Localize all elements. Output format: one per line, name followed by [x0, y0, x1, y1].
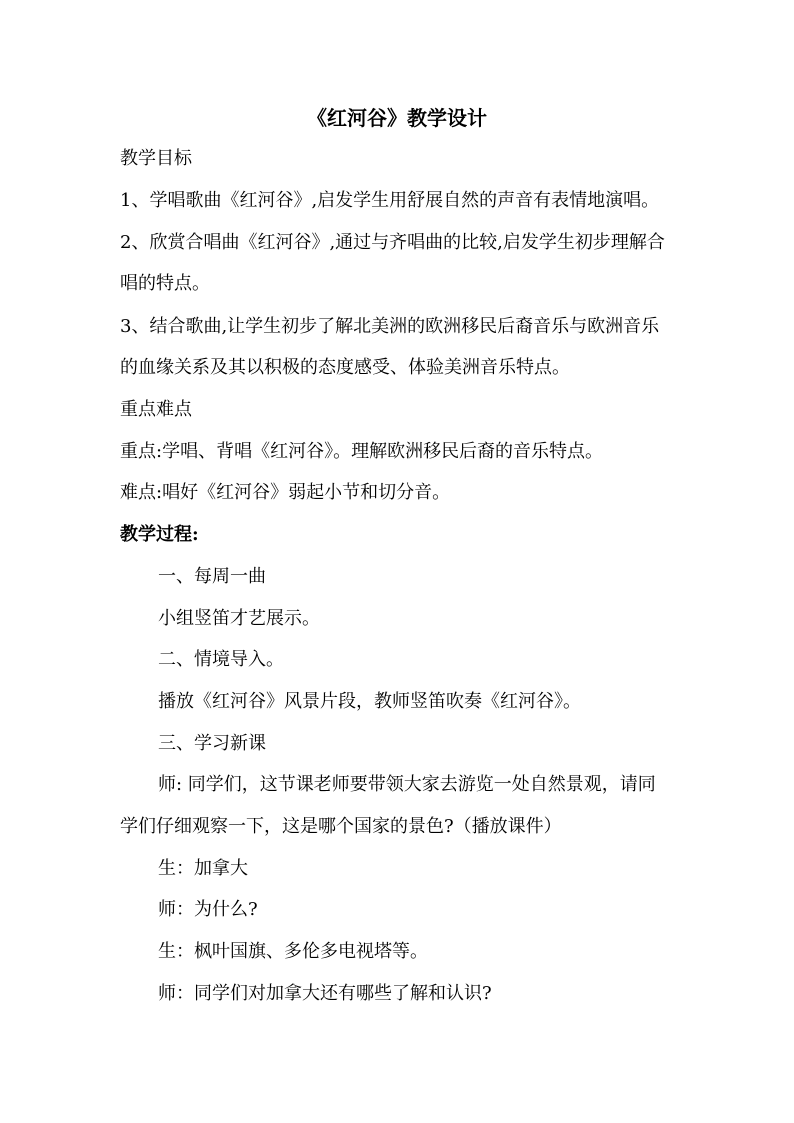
- dialogue-4: 生：枫叶国旗、多伦多电视塔等。: [158, 941, 428, 962]
- dialogue-1-line-1: 师: 同学们，这节课老师要带领大家去游览一处自然景观，请同: [158, 774, 656, 795]
- step-2-content: 播放《红河谷》风景片段，教师竖笛吹奏《红河谷》。: [158, 691, 581, 712]
- difficulty: 难点:唱好《红河谷》弱起小节和切分音。: [120, 482, 451, 503]
- dialogue-2: 生：加拿大: [158, 858, 248, 879]
- dialogue-5: 师：同学们对加拿大还有哪些了解和认识?: [158, 983, 492, 1004]
- dialogue-1-line-2: 学们仔细观察一下，这是哪个国家的景色?（播放课件）: [120, 816, 562, 837]
- key-points-heading: 重点难点: [120, 399, 192, 420]
- step-3-heading: 三、学习新课: [158, 733, 266, 754]
- dialogue-3: 师：为什么?: [158, 899, 258, 920]
- document-title: 《红河谷》教学设计: [307, 106, 487, 130]
- objective-3-line-1: 3、结合歌曲,让学生初步了解北美洲的欧洲移民后裔音乐与欧洲音乐: [120, 316, 660, 337]
- key-point: 重点:学唱、背唱《红河谷》。理解欧洲移民后裔的音乐特点。: [120, 441, 604, 462]
- objective-2-line-1: 2、欣赏合唱曲《红河谷》,通过与齐唱曲的比较,启发学生初步理解合: [120, 232, 665, 253]
- process-heading: 教学过程:: [120, 524, 199, 545]
- step-2-heading: 二、情境导入。: [158, 649, 284, 670]
- objective-3-line-2: 的血缘关系及其以积极的态度感受、体验美洲音乐特点。: [120, 357, 570, 378]
- objective-2-line-2: 唱的特点。: [120, 273, 210, 294]
- step-1-content: 小组竖笛才艺展示。: [158, 608, 320, 629]
- objective-1: 1、学唱歌曲《红河谷》,启发学生用舒展自然的声音有表情地演唱。: [120, 190, 660, 211]
- objectives-heading: 教学目标: [120, 148, 192, 169]
- step-1-heading: 一、每周一曲: [158, 566, 266, 587]
